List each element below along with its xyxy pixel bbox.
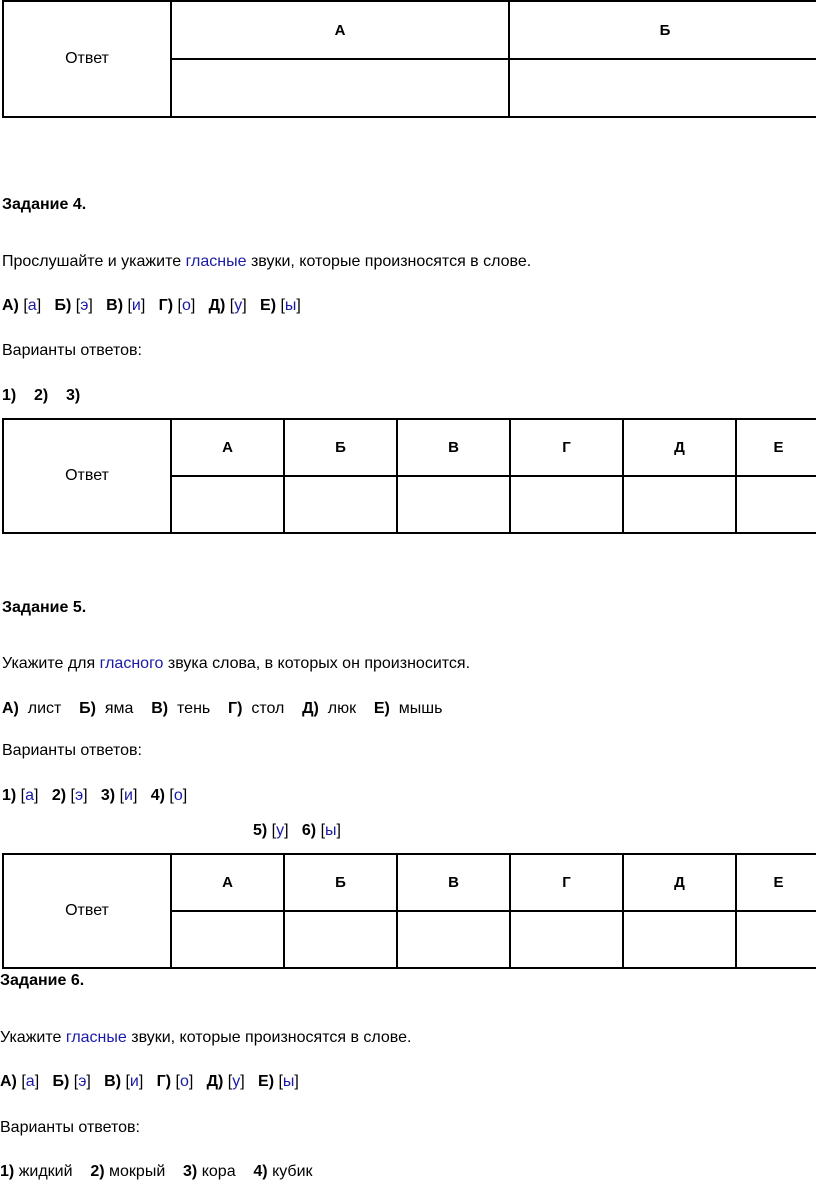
answer-cell[interactable] <box>284 911 397 968</box>
task5-variants-label: Варианты ответов: <box>2 742 142 759</box>
answer-cell[interactable] <box>397 476 510 533</box>
task4-answers: 1) 2) 3) <box>2 387 81 404</box>
column-header: Е <box>736 419 816 476</box>
highlight-word: гласного <box>99 655 164 672</box>
task4-title: Задание 4. <box>2 196 87 213</box>
column-header: Е <box>736 854 816 911</box>
task6-options: А) [а] Б) [э] В) [и] Г) [о] Д) [у] Е) [ы] <box>0 1073 299 1090</box>
task5-answers-line2: 5) [у] 6) [ы] <box>253 822 341 839</box>
answer-label: Ответ <box>3 419 171 533</box>
task4-prompt: Прослушайте и укажите гласные звуки, которые произносятся в слове. <box>2 253 532 270</box>
task6-variants-label: Варианты ответов: <box>0 1119 140 1136</box>
column-header: В <box>397 854 510 911</box>
column-header: Б <box>284 419 397 476</box>
task4-options: А) [а] Б) [э] В) [и] Г) [о] Д) [у] Е) [ы] <box>2 297 301 314</box>
task5-prompt: Укажите для гласного звука слова, в которых он произносится. <box>2 655 471 672</box>
answer-label: Ответ <box>3 854 171 968</box>
answer-cell[interactable] <box>171 476 284 533</box>
task6-prompt: Укажите гласные звуки, которые произносятся в слове. <box>0 1029 412 1046</box>
column-header: А <box>171 419 284 476</box>
answer-cell[interactable] <box>736 476 816 533</box>
column-header: Б <box>509 1 816 59</box>
answer-cell[interactable] <box>397 911 510 968</box>
answer-cell[interactable] <box>284 476 397 533</box>
answer-cell[interactable] <box>509 59 816 117</box>
answer-table-1 <box>2 0 816 118</box>
task5-options: А) лист Б) яма В) тень Г) стол Д) люк Е) мышь <box>2 700 443 717</box>
answer-cell[interactable] <box>171 911 284 968</box>
column-header: Г <box>510 419 623 476</box>
column-header: А <box>171 854 284 911</box>
task6-answers: 1) жидкий 2) мокрый 3) кора 4) кубик <box>0 1163 313 1180</box>
column-header: Д <box>623 854 736 911</box>
column-header: Д <box>623 419 736 476</box>
task5-answers-line1: 1) [а] 2) [э] 3) [и] 4) [о] <box>2 787 188 804</box>
highlight-word: гласные <box>185 253 247 270</box>
answer-cell[interactable] <box>623 476 736 533</box>
answer-cell[interactable] <box>510 911 623 968</box>
highlight-word: гласные <box>65 1029 127 1046</box>
answer-cell[interactable] <box>736 911 816 968</box>
answer-label: Ответ <box>3 1 171 117</box>
column-header: А <box>171 1 509 59</box>
answer-cell[interactable] <box>623 911 736 968</box>
answer-cell[interactable] <box>510 476 623 533</box>
task4-variants-label: Варианты ответов: <box>2 342 142 359</box>
answer-cell[interactable] <box>171 59 509 117</box>
column-header: Г <box>510 854 623 911</box>
column-header: В <box>397 419 510 476</box>
task5-title: Задание 5. <box>2 599 87 616</box>
column-header: Б <box>284 854 397 911</box>
task6-title: Задание 6. <box>0 972 85 989</box>
answer-table-3 <box>2 853 816 969</box>
answer-table-2 <box>2 418 816 534</box>
